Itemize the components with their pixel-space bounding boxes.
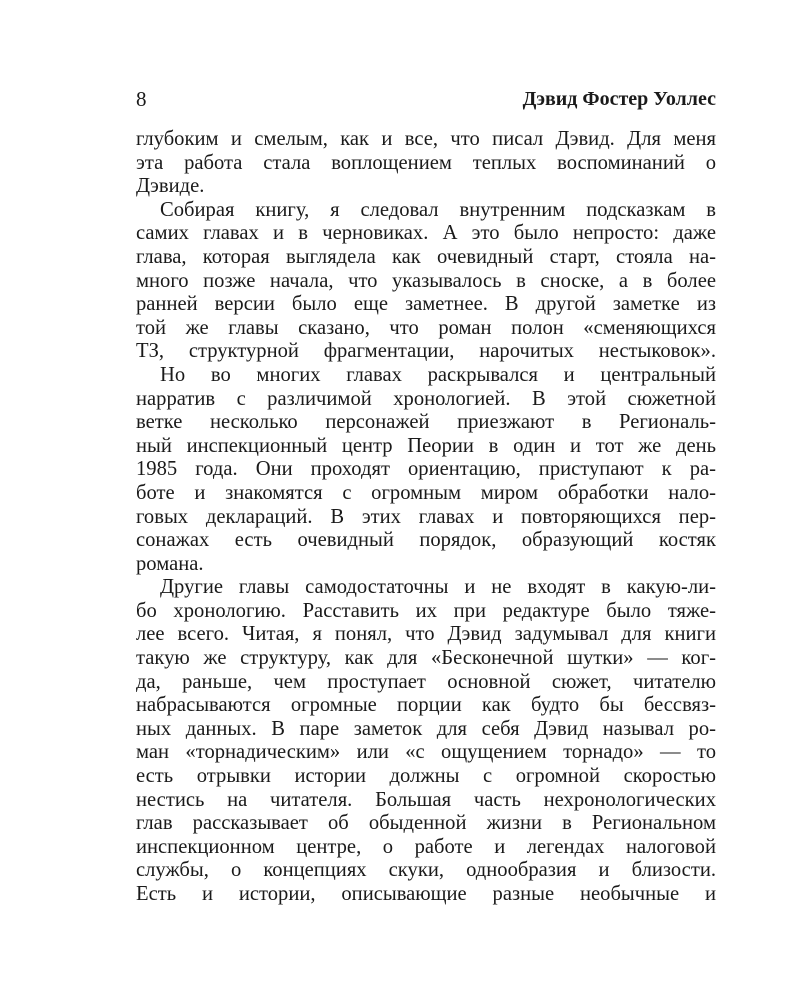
text-line: ТЗ, структурной фрагментации, нарочитых нестыковок».: [136, 340, 716, 363]
text-line: такую же структуру, как для «Бесконечной шутки» — ког-: [136, 647, 716, 670]
text-line: лее всего. Читая, я понял, что Дэвид задумывал для книги: [136, 623, 716, 646]
text-line: инспекционном центре, о работе и легендах налоговой: [136, 835, 716, 858]
text-line: говых деклараций. В этих главах и повторяющихся пер-: [136, 505, 716, 528]
text-line: Но во многих главах раскрывался и центральный: [160, 363, 716, 386]
body-text: [136, 128, 716, 907]
text-line: эта работа стала воплощением теплых воспоминаний о: [136, 151, 716, 174]
text-line: нарратив с различимой хронологией. В этой сюжетной: [136, 387, 716, 410]
text-line: много позже начала, что указывалось в сноске, а в более: [136, 269, 716, 292]
running-head-author: Дэвид Фостер Уоллес: [522, 88, 716, 110]
text-line: романа.: [136, 552, 204, 575]
text-line: глава, которая выглядела как очевидный старт, стояла на-: [136, 245, 716, 268]
text-line: нестись на читателя. Большая часть нехронологических: [136, 788, 716, 811]
text-line: ранней версии было еще заметнее. В другой заметке из: [136, 293, 716, 316]
text-line: Дэвиде.: [136, 175, 205, 198]
text-line: ных данных. В паре заметок для себя Дэвид называл ро-: [136, 717, 716, 740]
text-line: бо хронологию. Расставить их при редактуре было тяже-: [136, 599, 716, 622]
text-line: глав рассказывает об обыденной жизни в Региональном: [136, 812, 716, 835]
text-line: глубоким и смелым, как и все, что писал Дэвид. Для меня: [136, 128, 716, 150]
text-line: да, раньше, чем проступает основной сюжет, читателю: [136, 670, 716, 693]
text-line: есть отрывки истории должны с огромной скоростью: [136, 765, 716, 788]
text-line: боте и знакомятся с огромным миром обработки нало-: [136, 481, 716, 504]
text-line: Есть и истории, описывающие разные необычные и: [136, 883, 716, 905]
text-line: ман «торнадическим» или «с ощущением торнадо» — то: [136, 741, 716, 764]
text-line: набрасываются огромные порции как будто бы бессвяз-: [136, 694, 716, 717]
text-line: сонажах есть очевидный порядок, образующий костяк: [136, 529, 716, 552]
text-line: ветке несколько персонажей приезжают в Региональ-: [136, 411, 716, 434]
text-line: 1985 года. Они проходят ориентацию, приступают к ра-: [136, 458, 716, 481]
text-line: ный инспекционный центр Пеории в один и тот же день: [136, 434, 716, 457]
page-header: [136, 84, 716, 114]
page-number: 8: [136, 87, 147, 111]
text-line: той же главы сказано, что роман полон «сменяющихся: [136, 316, 716, 339]
text-line: Другие главы самодостаточны и не входят в какую-ли-: [160, 576, 716, 599]
text-line: службы, о концепциях скуки, однообразия и близости.: [136, 859, 716, 882]
text-line: самих главах и в черновиках. А это было непросто: даже: [136, 222, 716, 245]
text-line: Собирая книгу, я следовал внутренним подсказкам в: [160, 198, 716, 221]
